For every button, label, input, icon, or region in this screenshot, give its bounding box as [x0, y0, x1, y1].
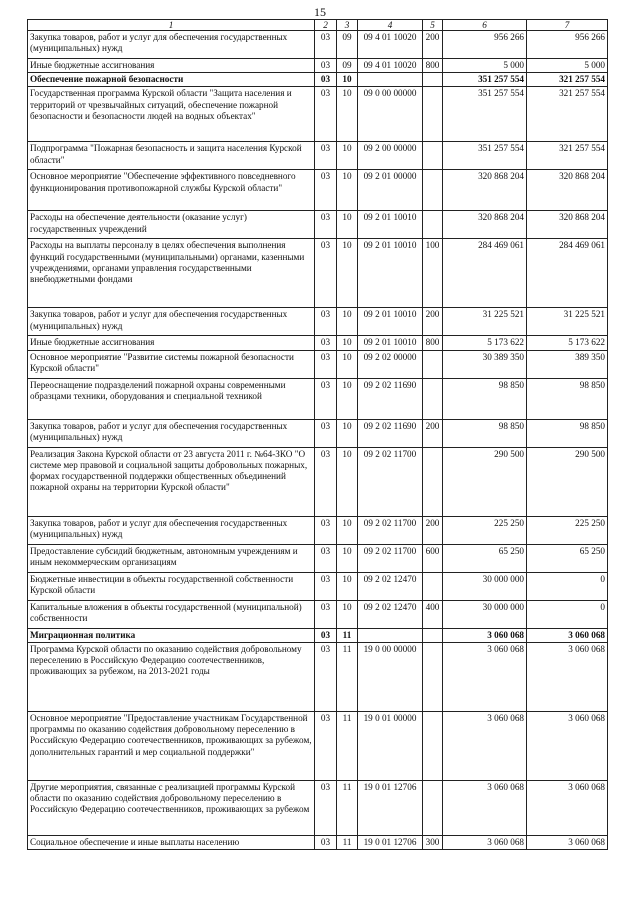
- row-section-cell: 03: [315, 87, 337, 142]
- row-expense-type-cell: 800: [423, 59, 443, 73]
- row-amount-year1-cell: 284 469 061: [443, 239, 527, 308]
- row-amount-year1-cell: 956 266: [443, 31, 527, 59]
- row-amount-year2-cell: 321 257 554: [527, 142, 608, 170]
- row-amount-year2-cell: 0: [527, 572, 608, 600]
- row-section-cell: 03: [315, 59, 337, 73]
- row-name-cell: Реализация Закона Курской области от 23 августа 2011 г. №64-ЗКО "О системе мер правовой и социальной защиты добровольных пожарных, формах государственной поддержки общественных объединений пожарной охраны на территории Курской области": [28, 447, 315, 516]
- row-target-article-cell: 09 2 01 00000: [358, 170, 423, 211]
- table-row: [28, 378, 608, 419]
- row-subsection-cell: 11: [337, 628, 358, 642]
- row-subsection-cell: 10: [337, 87, 358, 142]
- row-expense-type-cell: [423, 211, 443, 239]
- table-row: [28, 711, 608, 780]
- row-target-article-cell: 09 2 01 10010: [358, 239, 423, 308]
- row-subsection-cell: 10: [337, 211, 358, 239]
- header-col-1: 1: [28, 20, 315, 31]
- row-amount-year2-cell: 321 257 554: [527, 73, 608, 87]
- table-row: [28, 447, 608, 516]
- row-expense-type-cell: [423, 378, 443, 419]
- row-section-cell: 03: [315, 711, 337, 780]
- row-subsection-cell: 10: [337, 142, 358, 170]
- row-amount-year2-cell: 3 060 068: [527, 711, 608, 780]
- row-expense-type-cell: [423, 142, 443, 170]
- row-subsection-cell: 11: [337, 780, 358, 835]
- row-name-cell: Социальное обеспечение и иные выплаты населению: [28, 835, 315, 849]
- row-expense-type-cell: 200: [423, 516, 443, 544]
- row-section-cell: 03: [315, 239, 337, 308]
- row-section-cell: 03: [315, 544, 337, 572]
- row-expense-type-cell: 800: [423, 336, 443, 350]
- row-name-cell: Предоставление субсидий бюджетным, автономным учреждениям и иным некоммерческим организациям: [28, 544, 315, 572]
- row-name-cell: Закупка товаров, работ и услуг для обеспечения государственных (муниципальных) нужд: [28, 516, 315, 544]
- row-target-article-cell: 09 2 00 00000: [358, 142, 423, 170]
- row-section-cell: 03: [315, 572, 337, 600]
- row-target-article-cell: 09 2 02 00000: [358, 350, 423, 378]
- row-section-cell: 03: [315, 642, 337, 711]
- row-amount-year2-cell: 5 000: [527, 59, 608, 73]
- header-col-6: 6: [443, 20, 527, 31]
- row-target-article-cell: 09 2 02 12470: [358, 572, 423, 600]
- row-name-cell: Бюджетные инвестиции в объекты государственной собственности Курской области: [28, 572, 315, 600]
- row-subsection-cell: 10: [337, 350, 358, 378]
- row-amount-year2-cell: 3 060 068: [527, 780, 608, 835]
- row-target-article-cell: 09 4 01 10020: [358, 31, 423, 59]
- row-amount-year1-cell: 3 060 068: [443, 835, 527, 849]
- table-header-row: [28, 20, 608, 31]
- header-col-3: 3: [337, 20, 358, 31]
- row-name-cell: Государственная программа Курской области "Защита населения и территорий от чрезвычайных ситуаций, обеспечение пожарной безопасности и безопасности людей на водных объектах": [28, 87, 315, 142]
- table-row: [28, 780, 608, 835]
- row-amount-year2-cell: 956 266: [527, 31, 608, 59]
- row-amount-year2-cell: 98 850: [527, 378, 608, 419]
- row-name-cell: Обеспечение пожарной безопасности: [28, 73, 315, 87]
- row-name-cell: Основное мероприятие "Развитие системы пожарной безопасности Курской области": [28, 350, 315, 378]
- row-name-cell: Основное мероприятие "Предоставление участникам Государственной программы по оказанию содействия добровольному переселению в Российскую Федерацию соотечественников, проживающих за рубежом, дополнительных гарантий и мер социальной поддержки": [28, 711, 315, 780]
- row-expense-type-cell: [423, 350, 443, 378]
- row-amount-year2-cell: 0: [527, 600, 608, 628]
- table-row: [28, 211, 608, 239]
- row-amount-year1-cell: 3 060 068: [443, 628, 527, 642]
- row-section-cell: 03: [315, 447, 337, 516]
- page-number: 15: [314, 5, 326, 19]
- row-section-cell: 03: [315, 516, 337, 544]
- row-expense-type-cell: [423, 780, 443, 835]
- row-section-cell: 03: [315, 170, 337, 211]
- row-amount-year2-cell: 31 225 521: [527, 308, 608, 336]
- row-amount-year1-cell: 98 850: [443, 378, 527, 419]
- row-section-cell: 03: [315, 308, 337, 336]
- row-amount-year1-cell: 30 389 350: [443, 350, 527, 378]
- row-subsection-cell: 10: [337, 308, 358, 336]
- table-row: [28, 628, 608, 642]
- row-section-cell: 03: [315, 835, 337, 849]
- table-row: [28, 336, 608, 350]
- row-subsection-cell: 11: [337, 642, 358, 711]
- row-subsection-cell: 11: [337, 835, 358, 849]
- row-amount-year1-cell: 351 257 554: [443, 87, 527, 142]
- row-section-cell: 03: [315, 73, 337, 87]
- row-amount-year1-cell: 5 173 622: [443, 336, 527, 350]
- table-row: [28, 835, 608, 849]
- row-amount-year1-cell: 351 257 554: [443, 142, 527, 170]
- table-row: [28, 87, 608, 142]
- row-name-cell: Программа Курской области по оказанию содействия добровольному переселению в Российскую Федерацию соотечественников, проживающих за рубежом, на 2013-2021 годы: [28, 642, 315, 711]
- row-expense-type-cell: [423, 87, 443, 142]
- table-row: [28, 572, 608, 600]
- row-amount-year2-cell: 321 257 554: [527, 87, 608, 142]
- row-amount-year1-cell: 351 257 554: [443, 73, 527, 87]
- table-row: [28, 544, 608, 572]
- row-name-cell: Другие мероприятия, связанные с реализацией программы Курской области по оказанию содействия добровольному переселению в Российскую Федерацию соотечественников, проживающих за рубежом: [28, 780, 315, 835]
- row-subsection-cell: 10: [337, 516, 358, 544]
- row-subsection-cell: 11: [337, 711, 358, 780]
- row-expense-type-cell: [423, 642, 443, 711]
- row-expense-type-cell: [423, 572, 443, 600]
- row-target-article-cell: 19 0 00 00000: [358, 642, 423, 711]
- row-name-cell: Миграционная политика: [28, 628, 315, 642]
- table-row: [28, 170, 608, 211]
- row-expense-type-cell: 200: [423, 31, 443, 59]
- table-row: [28, 73, 608, 87]
- row-name-cell: Иные бюджетные ассигнования: [28, 59, 315, 73]
- row-amount-year2-cell: 320 868 204: [527, 170, 608, 211]
- row-expense-type-cell: [423, 73, 443, 87]
- table-row: [28, 350, 608, 378]
- table-row: [28, 642, 608, 711]
- row-section-cell: 03: [315, 211, 337, 239]
- row-expense-type-cell: 400: [423, 600, 443, 628]
- row-amount-year1-cell: 5 000: [443, 59, 527, 73]
- row-section-cell: 03: [315, 31, 337, 59]
- row-target-article-cell: 09 2 02 11700: [358, 447, 423, 516]
- row-name-cell: Расходы на обеспечение деятельности (оказание услуг) государственных учреждений: [28, 211, 315, 239]
- row-amount-year1-cell: 320 868 204: [443, 170, 527, 211]
- row-target-article-cell: 19 0 01 00000: [358, 711, 423, 780]
- row-expense-type-cell: [423, 170, 443, 211]
- row-name-cell: Закупка товаров, работ и услуг для обеспечения государственных (муниципальных) нужд: [28, 31, 315, 59]
- row-subsection-cell: 10: [337, 170, 358, 211]
- table-row: [28, 239, 608, 308]
- row-name-cell: Переоснащение подразделений пожарной охраны современными образцами техники, оборудования и специальной техникой: [28, 378, 315, 419]
- table-row: [28, 142, 608, 170]
- row-section-cell: 03: [315, 780, 337, 835]
- row-expense-type-cell: [423, 711, 443, 780]
- row-target-article-cell: 09 2 01 10010: [358, 211, 423, 239]
- row-name-cell: Капитальные вложения в объекты государственной (муниципальной) собственности: [28, 600, 315, 628]
- header-col-4: 4: [358, 20, 423, 31]
- row-subsection-cell: 10: [337, 73, 358, 87]
- table-row: [28, 600, 608, 628]
- row-subsection-cell: 10: [337, 239, 358, 308]
- row-subsection-cell: 10: [337, 572, 358, 600]
- row-subsection-cell: 10: [337, 600, 358, 628]
- row-target-article-cell: 09 2 02 11700: [358, 516, 423, 544]
- row-amount-year1-cell: 3 060 068: [443, 642, 527, 711]
- header-col-5: 5: [423, 20, 443, 31]
- row-expense-type-cell: 600: [423, 544, 443, 572]
- row-section-cell: 03: [315, 628, 337, 642]
- row-target-article-cell: 19 0 01 12706: [358, 780, 423, 835]
- row-target-article-cell: 09 2 01 10010: [358, 308, 423, 336]
- row-expense-type-cell: 100: [423, 239, 443, 308]
- row-amount-year1-cell: 30 000 000: [443, 572, 527, 600]
- table-row: [28, 516, 608, 544]
- row-target-article-cell: [358, 73, 423, 87]
- row-target-article-cell: 09 0 00 00000: [358, 87, 423, 142]
- row-section-cell: 03: [315, 336, 337, 350]
- row-subsection-cell: 10: [337, 544, 358, 572]
- row-name-cell: Расходы на выплаты персоналу в целях обеспечения выполнения функций государственными (муниципальными) органами, казенными учреждениями, органами управления государственными внебюджетными фондами: [28, 239, 315, 308]
- row-subsection-cell: 09: [337, 59, 358, 73]
- row-expense-type-cell: [423, 447, 443, 516]
- table-row: [28, 419, 608, 447]
- row-amount-year2-cell: 225 250: [527, 516, 608, 544]
- row-target-article-cell: 09 2 01 10010: [358, 336, 423, 350]
- row-amount-year1-cell: 225 250: [443, 516, 527, 544]
- row-subsection-cell: 10: [337, 336, 358, 350]
- row-target-article-cell: 09 2 02 11690: [358, 419, 423, 447]
- row-section-cell: 03: [315, 142, 337, 170]
- row-name-cell: Закупка товаров, работ и услуг для обеспечения государственных (муниципальных) нужд: [28, 308, 315, 336]
- row-amount-year2-cell: 284 469 061: [527, 239, 608, 308]
- row-amount-year1-cell: 320 868 204: [443, 211, 527, 239]
- row-amount-year1-cell: 31 225 521: [443, 308, 527, 336]
- row-target-article-cell: 09 2 02 11690: [358, 378, 423, 419]
- row-amount-year1-cell: 98 850: [443, 419, 527, 447]
- row-subsection-cell: 09: [337, 31, 358, 59]
- header-col-2: 2: [315, 20, 337, 31]
- table-row: [28, 59, 608, 73]
- row-subsection-cell: 10: [337, 447, 358, 516]
- row-amount-year2-cell: 65 250: [527, 544, 608, 572]
- row-amount-year2-cell: 290 500: [527, 447, 608, 516]
- row-amount-year1-cell: 3 060 068: [443, 711, 527, 780]
- row-name-cell: Основное мероприятие "Обеспечение эффективного повседневного функционирования противопожарной службы Курской области": [28, 170, 315, 211]
- row-amount-year2-cell: 3 060 068: [527, 642, 608, 711]
- budget-table: [27, 19, 608, 850]
- row-amount-year2-cell: 3 060 068: [527, 628, 608, 642]
- row-section-cell: 03: [315, 600, 337, 628]
- row-amount-year2-cell: 389 350: [527, 350, 608, 378]
- row-expense-type-cell: 300: [423, 835, 443, 849]
- row-section-cell: 03: [315, 419, 337, 447]
- row-amount-year1-cell: 65 250: [443, 544, 527, 572]
- row-name-cell: Закупка товаров, работ и услуг для обеспечения государственных (муниципальных) нужд: [28, 419, 315, 447]
- row-target-article-cell: [358, 628, 423, 642]
- row-subsection-cell: 10: [337, 378, 358, 419]
- row-amount-year1-cell: 290 500: [443, 447, 527, 516]
- row-expense-type-cell: 200: [423, 419, 443, 447]
- row-amount-year1-cell: 30 000 000: [443, 600, 527, 628]
- row-amount-year1-cell: 3 060 068: [443, 780, 527, 835]
- row-target-article-cell: 09 2 02 11700: [358, 544, 423, 572]
- row-section-cell: 03: [315, 350, 337, 378]
- row-expense-type-cell: [423, 628, 443, 642]
- row-amount-year2-cell: 3 060 068: [527, 835, 608, 849]
- row-section-cell: 03: [315, 378, 337, 419]
- row-subsection-cell: 10: [337, 419, 358, 447]
- row-target-article-cell: 09 2 02 12470: [358, 600, 423, 628]
- table-row: [28, 308, 608, 336]
- row-expense-type-cell: 200: [423, 308, 443, 336]
- table-row: [28, 31, 608, 59]
- row-name-cell: Подпрограмма "Пожарная безопасность и защита населения Курской области": [28, 142, 315, 170]
- row-amount-year2-cell: 98 850: [527, 419, 608, 447]
- row-amount-year2-cell: 320 868 204: [527, 211, 608, 239]
- row-amount-year2-cell: 5 173 622: [527, 336, 608, 350]
- header-col-7: 7: [527, 20, 608, 31]
- row-name-cell: Иные бюджетные ассигнования: [28, 336, 315, 350]
- row-target-article-cell: 19 0 01 12706: [358, 835, 423, 849]
- table-body: [28, 31, 608, 850]
- row-target-article-cell: 09 4 01 10020: [358, 59, 423, 73]
